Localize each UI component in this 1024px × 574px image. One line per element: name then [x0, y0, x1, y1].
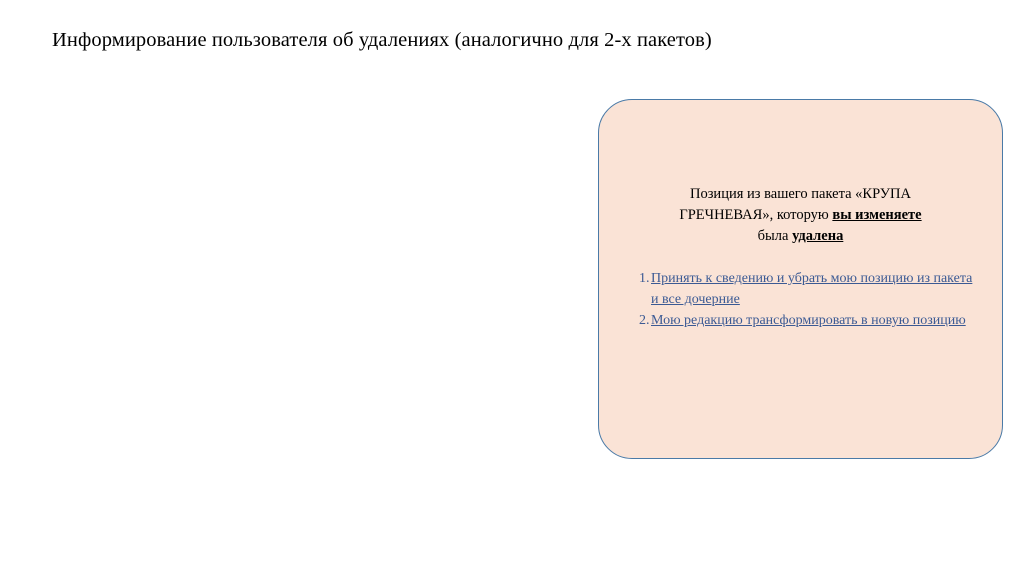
message-line-3-prefix: была — [757, 228, 793, 244]
notification-callout — [598, 99, 1003, 459]
option-number: 1. — [639, 271, 650, 286]
list-item[interactable] — [625, 311, 976, 332]
option-link-transform-to-new[interactable]: Мою редакцию трансформировать в новую позицию — [651, 313, 966, 328]
callout-content — [599, 184, 1002, 333]
option-link-accept-and-remove[interactable]: Принять к сведению и убрать мою позицию из пакета и все дочерние — [651, 271, 973, 307]
message-line-2-prefix: ГРЕЧНЕВАЯ», которую — [679, 207, 833, 223]
callout-message — [625, 184, 976, 247]
message-line-1: Позиция из вашего пакета «КРУПА — [689, 186, 911, 202]
list-item[interactable] — [625, 269, 976, 310]
message-emphasis-deleted: удалена — [792, 228, 844, 244]
options-list — [625, 269, 976, 332]
page-title: Информирование пользователя об удалениях (аналогично для 2-х пакетов) — [52, 29, 712, 51]
option-number: 2. — [639, 313, 650, 328]
message-emphasis-editing: вы изменяете — [832, 207, 922, 223]
